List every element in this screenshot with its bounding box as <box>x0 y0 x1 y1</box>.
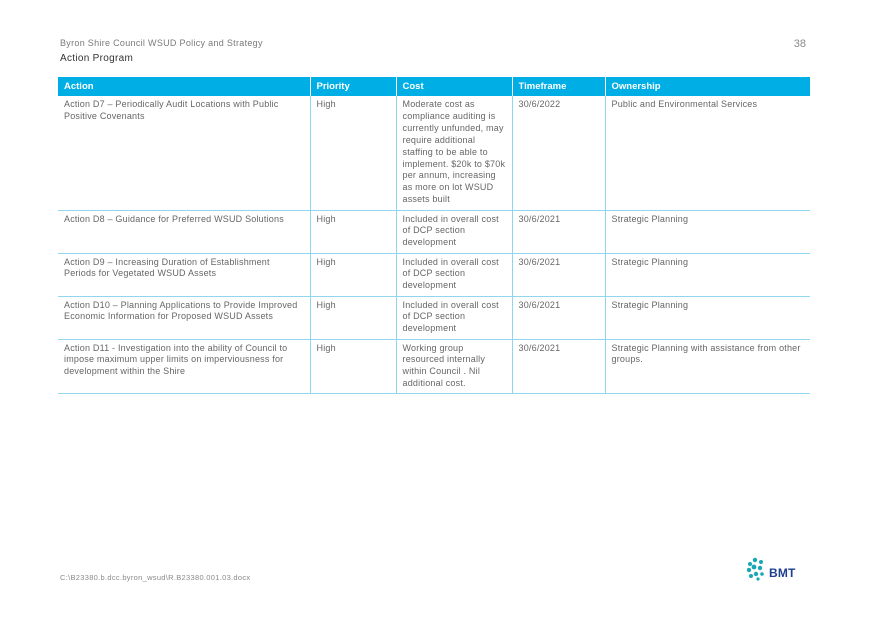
logo-text: BMT <box>769 566 796 580</box>
section-title: Action Program <box>60 53 134 64</box>
priority-cell: High <box>310 296 396 339</box>
table-row <box>58 296 810 339</box>
action-cell: Action D10 – Planning Applications to Provide Improved Economic Information for Proposed WSUD Assets <box>58 296 310 339</box>
timeframe-cell: 30/6/2021 <box>512 253 605 296</box>
cost-cell: Working group resourced internally within Council . Nil additional cost. <box>396 339 512 394</box>
ownership-cell: Strategic Planning <box>605 210 810 253</box>
column-header-ownership: Ownership <box>605 77 810 96</box>
cost-cell: Included in overall cost of DCP section development <box>396 210 512 253</box>
priority-cell: High <box>310 210 396 253</box>
cost-cell: Moderate cost as compliance auditing is currently unfunded, may require additional staffing to be able to implement. $20k to $70k per annum, increasing as more on lot WSUD assets built <box>396 96 512 210</box>
cost-cell: Included in overall cost of DCP section development <box>396 296 512 339</box>
column-header-timeframe: Timeframe <box>512 77 605 96</box>
priority-cell: High <box>310 339 396 394</box>
timeframe-cell: 30/6/2021 <box>512 210 605 253</box>
ownership-cell: Strategic Planning <box>605 296 810 339</box>
priority-cell: High <box>310 253 396 296</box>
table-row <box>58 339 810 394</box>
timeframe-cell: 30/6/2022 <box>512 96 605 210</box>
table-row <box>58 210 810 253</box>
timeframe-cell: 30/6/2021 <box>512 296 605 339</box>
action-program-table <box>58 77 810 394</box>
ownership-cell: Public and Environmental Services <box>605 96 810 210</box>
ownership-cell: Strategic Planning <box>605 253 810 296</box>
action-cell: Action D9 – Increasing Duration of Establishment Periods for Vegetated WSUD Assets <box>58 253 310 296</box>
table-header-row <box>58 77 810 96</box>
ownership-cell: Strategic Planning with assistance from other groups. <box>605 339 810 394</box>
action-cell: Action D7 – Periodically Audit Locations with Public Positive Covenants <box>58 96 310 210</box>
document-title: Byron Shire Council WSUD Policy and Strategy <box>60 38 263 48</box>
action-cell: Action D8 – Guidance for Preferred WSUD Solutions <box>58 210 310 253</box>
action-cell: Action D11 - Investigation into the ability of Council to impose maximum upper limits on imperviousness for development within the Shire <box>58 339 310 394</box>
priority-cell: High <box>310 96 396 210</box>
footer-file-path: C:\B23380.b.dcc.byron_wsud\R.B23380.001.03.docx <box>60 573 251 582</box>
timeframe-cell: 30/6/2021 <box>512 339 605 394</box>
column-header-cost: Cost <box>396 77 512 96</box>
table-row <box>58 253 810 296</box>
table-row <box>58 96 810 210</box>
page-number: 38 <box>793 38 806 50</box>
column-header-action: Action <box>58 77 310 96</box>
cost-cell: Included in overall cost of DCP section development <box>396 253 512 296</box>
column-header-priority: Priority <box>310 77 396 96</box>
